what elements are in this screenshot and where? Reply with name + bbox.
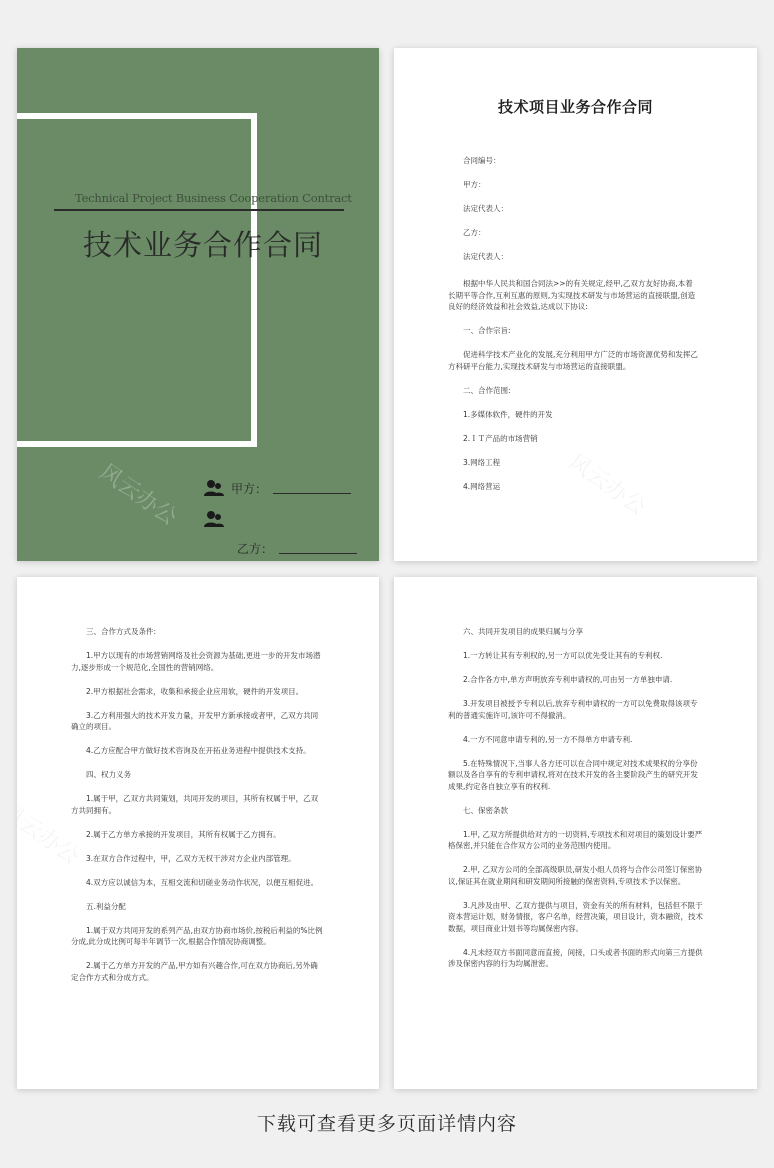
section-heading: 三、合作方式及条件: xyxy=(86,627,157,636)
contract-body xyxy=(448,278,700,505)
section-heading: 一、合作宗旨: xyxy=(463,326,511,335)
contract-page-1 xyxy=(394,48,757,561)
people-icon xyxy=(203,479,225,497)
paragraph: 5.在特殊情况下,当事人各方还可以在合同中规定对技术成果权的分享份额以及各自享有的专利申请权,将对在技术开发的各主要阶段产生的研究开发成果,约定各自独立享有的权利. xyxy=(448,758,698,791)
party-b-line xyxy=(279,553,357,554)
field-contract-number: 合同编号： xyxy=(463,156,501,165)
paragraph: 2.甲方根据社会需求，收集和承接企业应用软，硬件的开发项目。 xyxy=(86,686,304,696)
paragraph: 4.乙方应配合甲方做好技术咨询及在开拓业务进程中提供技术支持。 xyxy=(86,746,311,755)
cover-rule xyxy=(54,209,344,211)
cover-english-title: Technical Project Business Cooperation Contract xyxy=(75,191,352,205)
paragraph: 1.一方转让其有专利权的,另一方可以优先受让其有的专利权. xyxy=(463,651,663,660)
paragraph: 3.开发项目被授予专利以后,放弃专利申请权的一方可以免费取得该项专利的普通实施许可,该许可不得撤消。 xyxy=(448,699,698,720)
contract-body xyxy=(71,626,325,996)
cover-title: 技术业务合作合同 xyxy=(83,228,324,262)
paragraph: 1.甲方以现有的市场营销网络及社会资源为基础,更进一步的开发市场潜力,逐步形成一个规范化,全国性的营销网络。 xyxy=(71,651,321,672)
party-a-row xyxy=(203,478,351,498)
party-a-label: 甲方： xyxy=(231,481,268,496)
paragraph: 3.乙方利用强大的技术开发力量，开发甲方新承接或者甲，乙双方共同确立的项目。 xyxy=(71,710,319,731)
paragraph: 2.属于乙方单方承接的开发项目，其所有权属于乙方拥有。 xyxy=(86,829,281,839)
section-heading: 四、权力义务 xyxy=(86,770,131,779)
list-item: 4.网络营运 xyxy=(463,481,501,491)
field-party-b: 乙方： xyxy=(463,228,486,237)
party-a-line xyxy=(273,493,351,494)
party-b-label: 乙方： xyxy=(237,541,274,556)
paragraph: 1.属于甲，乙双方共同策划，共同开发的项目，其所有权属于甲，乙双方共同拥有。 xyxy=(71,794,319,815)
contract-body xyxy=(448,626,704,982)
cover-frame xyxy=(17,113,257,447)
people-icon xyxy=(203,510,225,528)
cover-page xyxy=(17,48,379,561)
section-heading: 二、合作范围: xyxy=(463,385,511,395)
paragraph: 2.合作各方中,单方声明放弃专利申请权的,可由另一方单独申请. xyxy=(463,675,673,684)
paragraph: 促进科学技术产业化的发展,充分利用甲方广泛的市场资源优势和发挥乙方科研平台能力,实现技术研发与市场营运的直接联盟。 xyxy=(448,350,698,371)
paragraph: 2.甲, 乙双方公司的全部高级职员,研发小组人员将与合作公司签订保密协议,保证其在就业期间和研发期间所接触的保密资料,专项技术予以保密。 xyxy=(448,865,703,886)
contract-page-3 xyxy=(394,577,757,1089)
contract-fields xyxy=(463,155,723,275)
paragraph: 4.一方不同意申请专利的,另一方不得单方申请专利. xyxy=(463,734,633,744)
paragraph: 3.凡涉及由甲、乙双方提供与项目，资金有关的所有材料，包括但不限于资本营运计划，财务情报，客户名单，经营决策，项目设计，资本融资，技术数据，项目商业计划书等均属保密内容。 xyxy=(448,900,703,933)
paragraph: 4.凡未经双方书面同意而直接，间接，口头或者书面的形式向第三方提供涉及保密内容的行为均属泄密。 xyxy=(448,947,703,968)
party-b-icon-row xyxy=(203,509,225,529)
section-heading: 七、保密条款 xyxy=(463,805,508,815)
section-heading: 五.利益分配 xyxy=(86,901,126,911)
paragraph: 4.双方应以诚信为本，互相交流和切磋业务动作状况，以便互相促进。 xyxy=(86,877,319,887)
list-item: 1.多媒体软件，硬件的开发 xyxy=(463,409,553,419)
contract-title: 技术项目业务合作合同 xyxy=(497,98,653,116)
paragraph: 3.在双方合作过程中，甲，乙双方无权干涉对方企业内部管理。 xyxy=(86,853,296,863)
watermark: 风云办公 xyxy=(94,459,182,531)
party-b-row xyxy=(231,538,357,558)
paragraph: 根据中华人民共和国合同法>>的有关规定,经甲,乙双方友好协商,本着长期平等合作,互利互惠的原则,为实现技术研发与市场营运的直接联盟,创造良好的经济效益和社会效益,达成以下协议: xyxy=(448,279,696,311)
section-heading: 六、共同开发项目的成果归属与分享 xyxy=(463,627,583,636)
download-prompt: 下载可查看更多页面详情内容 xyxy=(256,1113,517,1135)
list-item: 2.ＩＴ产品的市场营销 xyxy=(463,433,538,443)
paragraph: 1.甲, 乙双方所提供给对方的一切资料,专项技术和对项目的策划设计要严格保密,并只能在合作双方公司的业务范围内使用。 xyxy=(448,829,703,850)
field-legal-rep-a: 法定代表人： xyxy=(463,204,508,213)
contract-page-2 xyxy=(17,577,379,1089)
list-item: 3.网络工程 xyxy=(463,457,501,467)
field-party-a: 甲方： xyxy=(463,180,486,189)
paragraph: 2.属于乙方单方开发的产品,甲方如有兴趣合作,可在双方协商后,另外确定合作方式和分成方式。 xyxy=(71,961,318,982)
field-legal-rep-b: 法定代表人： xyxy=(463,252,508,261)
paragraph: 1.属于双方共同开发的系列产品,由双方协商市场价,按税后利益的%比例分成,此分成比例可每半年调节一次,根据合作情况协商调整。 xyxy=(71,925,323,946)
